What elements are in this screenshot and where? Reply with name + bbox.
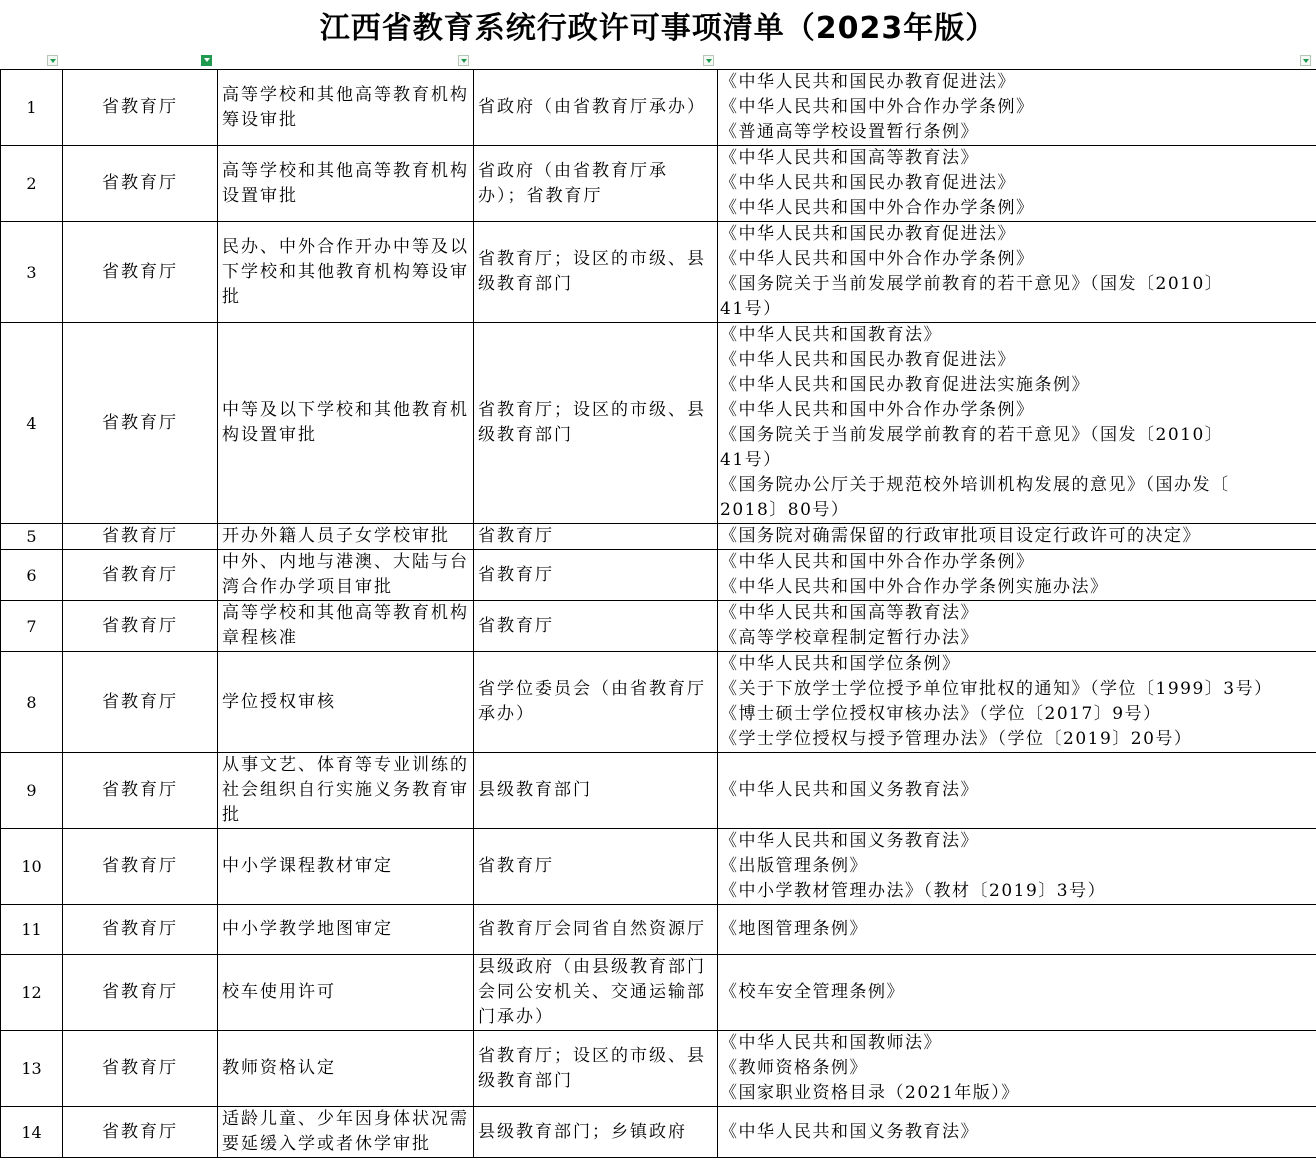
cell-legal-basis[interactable] (718, 146, 1316, 222)
legal-basis-line: 《国家职业资格目录（2021年版）》 (720, 1081, 1312, 1106)
cell-number[interactable]: 13 (1, 1031, 63, 1107)
cell-number[interactable]: 3 (1, 222, 63, 323)
cell-permit-item[interactable]: 校车使用许可 (218, 955, 474, 1031)
legal-basis-line: 《中华人民共和国中外合作办学条例》 (720, 550, 1312, 575)
dropdown-arrow-icon[interactable] (47, 55, 58, 66)
table-row (1, 905, 1316, 955)
legal-basis-line: 《校车安全管理条例》 (720, 980, 1312, 1005)
cell-department[interactable]: 省教育厅 (63, 146, 218, 222)
cell-department[interactable]: 省教育厅 (63, 829, 218, 905)
table-row (1, 955, 1316, 1031)
legal-basis-line: 《中华人民共和国民办教育促进法》 (720, 171, 1312, 196)
dropdown-arrow-icon[interactable] (1300, 55, 1311, 66)
cell-authority[interactable]: 县级教育部门；乡镇政府 (474, 1107, 718, 1158)
cell-department[interactable]: 省教育厅 (63, 70, 218, 146)
legal-basis-line: 《普通高等学校设置暂行条例》 (720, 120, 1312, 145)
legal-basis-line: 《出版管理条例》 (720, 854, 1312, 879)
cell-permit-item[interactable]: 从事文艺、体育等专业训练的社会组织自行实施义务教育审批 (218, 753, 474, 829)
legal-basis-line: 《博士硕士学位授权审核办法》（学位〔2017〕9号） (720, 702, 1312, 727)
cell-authority[interactable]: 省教育厅会同省自然资源厅 (474, 905, 718, 955)
cell-legal-basis[interactable] (718, 905, 1316, 955)
legal-basis-line: 《中华人民共和国义务教育法》 (720, 1120, 1312, 1145)
legal-basis-line: 2018〕80号） (720, 498, 1312, 523)
cell-permit-item[interactable]: 适龄儿童、少年因身体状况需要延缓入学或者休学审批 (218, 1107, 474, 1158)
cell-department[interactable]: 省教育厅 (63, 955, 218, 1031)
cell-department[interactable]: 省教育厅 (63, 550, 218, 601)
legal-basis-line: 《地图管理条例》 (720, 917, 1312, 942)
legal-basis-line: 《国务院关于当前发展学前教育的若干意见》（国发〔2010〕 (720, 423, 1312, 448)
filter-active-icon[interactable] (201, 55, 212, 66)
legal-basis-line: 《中华人民共和国中外合作办学条例》 (720, 95, 1312, 120)
legal-basis-line: 《关于下放学士学位授予单位审批权的通知》（学位〔1999〕3号） (720, 677, 1312, 702)
table-row (1, 829, 1316, 905)
table-row (1, 524, 1316, 550)
cell-department[interactable]: 省教育厅 (63, 652, 218, 753)
permit-table (0, 69, 1316, 1158)
cell-authority[interactable]: 省政府（由省教育厅承办）；省教育厅 (474, 146, 718, 222)
cell-permit-item[interactable]: 中小学教学地图审定 (218, 905, 474, 955)
cell-number[interactable]: 12 (1, 955, 63, 1031)
cell-permit-item[interactable]: 中小学课程教材审定 (218, 829, 474, 905)
cell-legal-basis[interactable] (718, 70, 1316, 146)
cell-legal-basis[interactable] (718, 524, 1316, 550)
legal-basis-line: 《中华人民共和国中外合作办学条例》 (720, 398, 1312, 423)
legal-basis-line: 《国务院关于当前发展学前教育的若干意见》（国发〔2010〕 (720, 272, 1312, 297)
cell-legal-basis[interactable] (718, 550, 1316, 601)
cell-legal-basis[interactable] (718, 601, 1316, 652)
filter-row (0, 55, 1316, 69)
cell-department[interactable]: 省教育厅 (63, 753, 218, 829)
table-row (1, 70, 1316, 146)
legal-basis-line: 《中华人民共和国学位条例》 (720, 652, 1312, 677)
table-row (1, 652, 1316, 753)
legal-basis-line: 《中华人民共和国教师法》 (720, 1031, 1312, 1056)
cell-legal-basis[interactable] (718, 652, 1316, 753)
table-row (1, 1031, 1316, 1107)
cell-department[interactable]: 省教育厅 (63, 323, 218, 524)
cell-department[interactable]: 省教育厅 (63, 601, 218, 652)
cell-department[interactable]: 省教育厅 (63, 524, 218, 550)
cell-number[interactable]: 4 (1, 323, 63, 524)
legal-basis-line: 《学士学位授权与授予管理办法》（学位〔2019〕20号） (720, 727, 1312, 752)
table-row (1, 1107, 1316, 1158)
cell-authority[interactable]: 省教育厅 (474, 524, 718, 550)
cell-legal-basis[interactable] (718, 829, 1316, 905)
cell-department[interactable]: 省教育厅 (63, 222, 218, 323)
legal-basis-line: 《中华人民共和国民办教育促进法》 (720, 70, 1312, 95)
cell-authority[interactable]: 县级政府（由县级教育部门会同公安机关、交通运输部门承办） (474, 955, 718, 1031)
cell-authority[interactable]: 省教育厅；设区的市级、县级教育部门 (474, 323, 718, 524)
legal-basis-line: 《中华人民共和国民办教育促进法》 (720, 348, 1312, 373)
legal-basis-line: 《中华人民共和国中外合作办学条例》 (720, 196, 1312, 221)
cell-legal-basis[interactable] (718, 222, 1316, 323)
legal-basis-line: 《中华人民共和国高等教育法》 (720, 146, 1312, 171)
legal-basis-line: 《国务院对确需保留的行政审批项目设定行政许可的决定》 (720, 524, 1312, 549)
legal-basis-line: 《中华人民共和国中外合作办学条例实施办法》 (720, 575, 1312, 600)
cell-authority[interactable]: 县级教育部门 (474, 753, 718, 829)
table-row (1, 323, 1316, 524)
cell-number[interactable]: 2 (1, 146, 63, 222)
cell-authority[interactable]: 省教育厅 (474, 550, 718, 601)
cell-authority[interactable]: 省教育厅 (474, 601, 718, 652)
legal-basis-line: 《教师资格条例》 (720, 1056, 1312, 1081)
cell-permit-item[interactable]: 中外、内地与港澳、大陆与台湾合作办学项目审批 (218, 550, 474, 601)
cell-number[interactable]: 9 (1, 753, 63, 829)
dropdown-arrow-icon[interactable] (458, 55, 469, 66)
cell-number[interactable]: 7 (1, 601, 63, 652)
cell-number[interactable]: 1 (1, 70, 63, 146)
cell-department[interactable]: 省教育厅 (63, 905, 218, 955)
cell-legal-basis[interactable] (718, 753, 1316, 829)
legal-basis-line: 《高等学校章程制定暂行办法》 (720, 626, 1312, 651)
table-row (1, 753, 1316, 829)
cell-authority[interactable]: 省政府（由省教育厅承办） (474, 70, 718, 146)
cell-permit-item[interactable]: 学位授权审核 (218, 652, 474, 753)
legal-basis-line: 41号） (720, 448, 1312, 473)
table-row (1, 222, 1316, 323)
cell-authority[interactable]: 省学位委员会（由省教育厅承办） (474, 652, 718, 753)
legal-basis-line: 《中华人民共和国中外合作办学条例》 (720, 247, 1312, 272)
cell-number[interactable]: 14 (1, 1107, 63, 1158)
cell-legal-basis[interactable] (718, 1031, 1316, 1107)
cell-permit-item[interactable]: 高等学校和其他高等教育机构设置审批 (218, 146, 474, 222)
cell-permit-item[interactable]: 教师资格认定 (218, 1031, 474, 1107)
cell-permit-item[interactable]: 民办、中外合作开办中等及以下学校和其他教育机构筹设审批 (218, 222, 474, 323)
cell-legal-basis[interactable] (718, 323, 1316, 524)
table-row (1, 601, 1316, 652)
cell-department[interactable]: 省教育厅 (63, 1031, 218, 1107)
legal-basis-line: 41号） (720, 297, 1312, 322)
cell-legal-basis[interactable] (718, 955, 1316, 1031)
cell-permit-item[interactable]: 中等及以下学校和其他教育机构设置审批 (218, 323, 474, 524)
cell-number[interactable]: 11 (1, 905, 63, 955)
sheet-title: 江西省教育系统行政许可事项清单（2023年版） (0, 0, 1316, 55)
cell-permit-item[interactable]: 高等学校和其他高等教育机构章程核准 (218, 601, 474, 652)
legal-basis-line: 《中华人民共和国高等教育法》 (720, 601, 1312, 626)
legal-basis-line: 《中华人民共和国民办教育促进法》 (720, 222, 1312, 247)
cell-permit-item[interactable]: 高等学校和其他高等教育机构筹设审批 (218, 70, 474, 146)
cell-authority[interactable]: 省教育厅 (474, 829, 718, 905)
table-row (1, 146, 1316, 222)
legal-basis-line: 《中华人民共和国义务教育法》 (720, 829, 1312, 854)
cell-legal-basis[interactable] (718, 1107, 1316, 1158)
legal-basis-line: 《中华人民共和国民办教育促进法实施条例》 (720, 373, 1312, 398)
cell-number[interactable]: 8 (1, 652, 63, 753)
cell-number[interactable]: 10 (1, 829, 63, 905)
cell-permit-item[interactable]: 开办外籍人员子女学校审批 (218, 524, 474, 550)
cell-number[interactable]: 6 (1, 550, 63, 601)
cell-authority[interactable]: 省教育厅；设区的市级、县级教育部门 (474, 1031, 718, 1107)
table-row (1, 550, 1316, 601)
cell-department[interactable]: 省教育厅 (63, 1107, 218, 1158)
legal-basis-line: 《中小学教材管理办法》（教材〔2019〕3号） (720, 879, 1312, 904)
legal-basis-line: 《国务院办公厅关于规范校外培训机构发展的意见》（国办发〔 (720, 473, 1312, 498)
cell-authority[interactable]: 省教育厅；设区的市级、县级教育部门 (474, 222, 718, 323)
legal-basis-line: 《中华人民共和国义务教育法》 (720, 778, 1312, 803)
cell-number[interactable]: 5 (1, 524, 63, 550)
legal-basis-line: 《中华人民共和国教育法》 (720, 323, 1312, 348)
dropdown-arrow-icon[interactable] (703, 55, 714, 66)
